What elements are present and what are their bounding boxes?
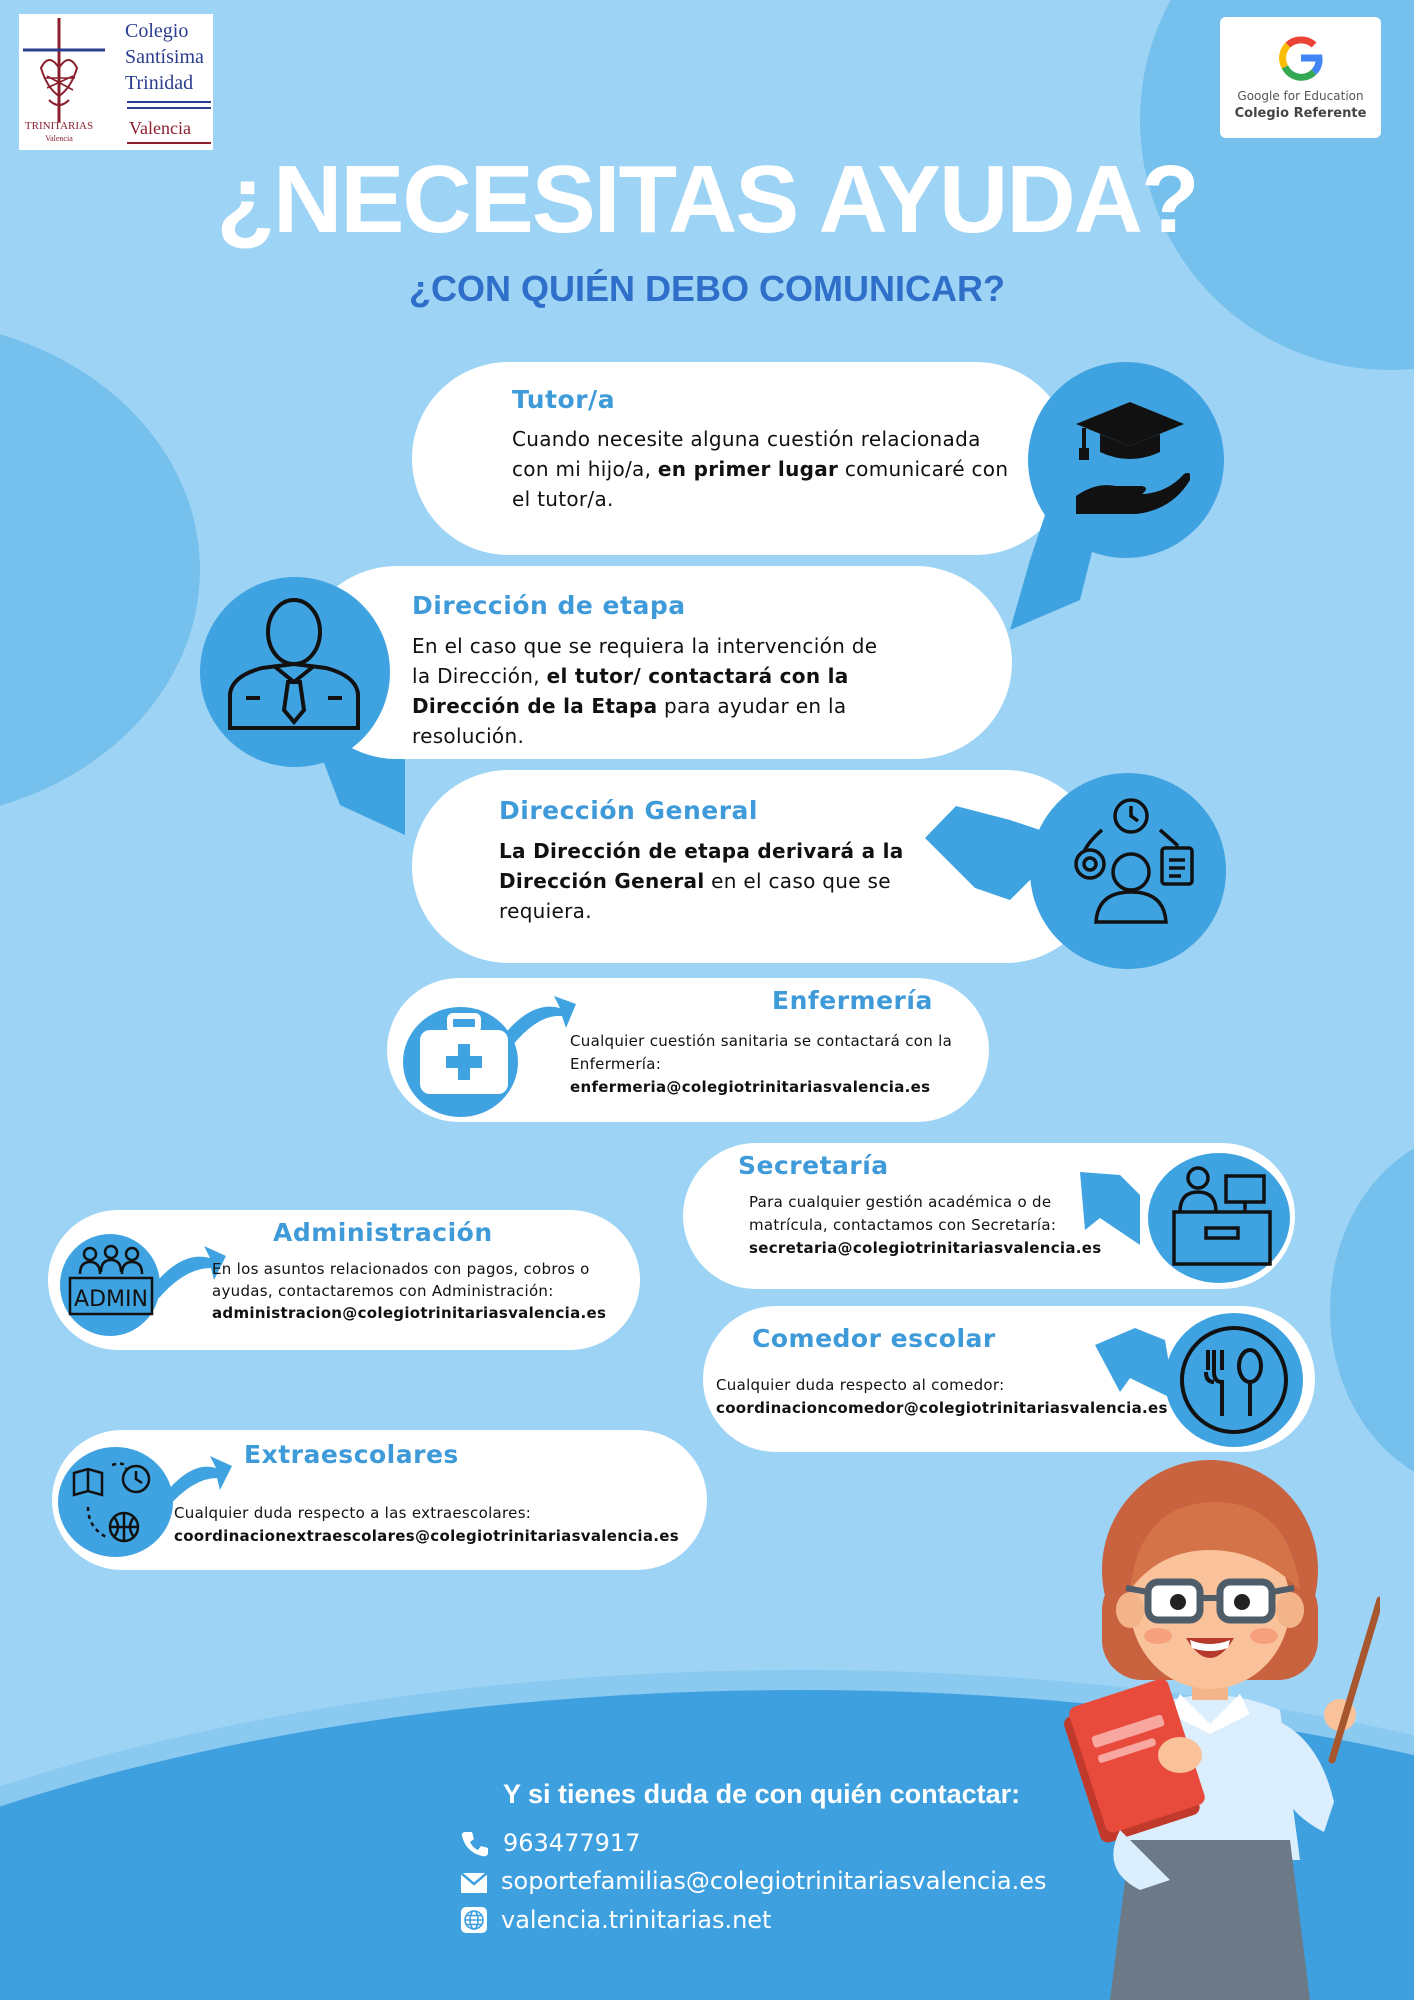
- administracion-email: administracion@colegiotrinitariasvalencia.es: [212, 1304, 607, 1322]
- order-city-label: Valencia: [45, 134, 73, 143]
- tutor-title: Tutor/a: [512, 385, 616, 414]
- comedor-email: coordinacioncomedor@colegiotrinitariasvalencia.es: [716, 1399, 1168, 1417]
- school-name-line1: Colegio: [125, 20, 189, 42]
- teacher-illustration: [1060, 1460, 1380, 2000]
- order-label: TRINITARIAS: [24, 120, 94, 132]
- school-name-line3: Trinidad: [125, 72, 194, 94]
- school-name-line2: Santísima: [125, 46, 204, 68]
- comedor-text-body: Cualquier duda respecto al comedor:: [716, 1376, 1005, 1394]
- direccion-general-title: Dirección General: [499, 796, 758, 825]
- sub-title: ¿CON QUIÉN DEBO COMUNICAR?: [409, 268, 1005, 309]
- globe-icon: [461, 1907, 487, 1933]
- enfermeria-text-body: Cualquier cuestión sanitaria se contactará con la Enfermería:: [570, 1032, 953, 1073]
- secretaria-email: secretaria@colegiotrinitariasvalencia.es: [749, 1239, 1102, 1257]
- extraescolares-text-body: Cualquier duda respecto a las extraescolares:: [174, 1504, 532, 1522]
- direccion-etapa-text-a: En el caso que se requiera la intervención de la Dirección,: [412, 634, 878, 688]
- tutor-text-a: Cuando necesite alguna cuestión relacionada con mi hijo/a,: [512, 427, 981, 481]
- google-line2: Colegio Referente: [1234, 106, 1367, 121]
- comedor-title: Comedor escolar: [752, 1324, 996, 1353]
- direccion-etapa-text-c: para ayudar en la resolución.: [412, 694, 847, 748]
- footer-phone[interactable]: 963477917: [503, 1829, 641, 1857]
- enfermeria-email: enfermeria@colegiotrinitariasvalencia.es: [570, 1078, 931, 1096]
- extraescolares-text: [174, 1502, 694, 1548]
- admin-icon-label: ADMIN: [74, 1287, 148, 1312]
- mail-icon: [460, 1872, 488, 1894]
- footer-email[interactable]: soportefamilias@colegiotrinitariasvalencia.es: [501, 1867, 1047, 1895]
- tutor-text-c: comunicaré con el tutor/a.: [512, 457, 1009, 511]
- secretaria-title: Secretaría: [738, 1151, 889, 1180]
- extraescolares-email: coordinacionextraescolares@colegiotrinitariasvalencia.es: [174, 1527, 679, 1545]
- direccion-etapa-text-bold: el tutor/ contactará con la Dirección de la Etapa: [412, 664, 849, 718]
- extraescolares-title: Extraescolares: [244, 1440, 459, 1469]
- main-title: ¿NECESITAS AYUDA?: [216, 146, 1198, 253]
- school-city: Valencia: [129, 118, 191, 138]
- direccion-etapa-title: Dirección de etapa: [412, 591, 686, 620]
- direccion-general-text-c: en el caso que se requiera.: [499, 869, 891, 923]
- footer-question: Y si tienes duda de con quién contactar:: [503, 1779, 1021, 1809]
- tutor-text-bold: en primer lugar: [657, 457, 839, 481]
- administracion-text-body: En los asuntos relacionados con pagos, cobros o ayudas, contactaremos con Administración:: [212, 1260, 590, 1300]
- direccion-general-text-bold: La Dirección de etapa derivará a la Dirección General: [499, 839, 904, 893]
- activities-icon: [68, 1455, 164, 1551]
- footer-web[interactable]: valencia.trinitarias.net: [501, 1906, 772, 1934]
- administracion-title: Administración: [273, 1218, 493, 1247]
- enfermeria-title: Enfermería: [772, 986, 933, 1015]
- google-line1: Google for Education: [1237, 89, 1364, 103]
- phone-icon: [460, 1830, 488, 1858]
- secretaria-text-body: Para cualquier gestión académica o de matrícula, contactamos con Secretaría:: [749, 1193, 1057, 1234]
